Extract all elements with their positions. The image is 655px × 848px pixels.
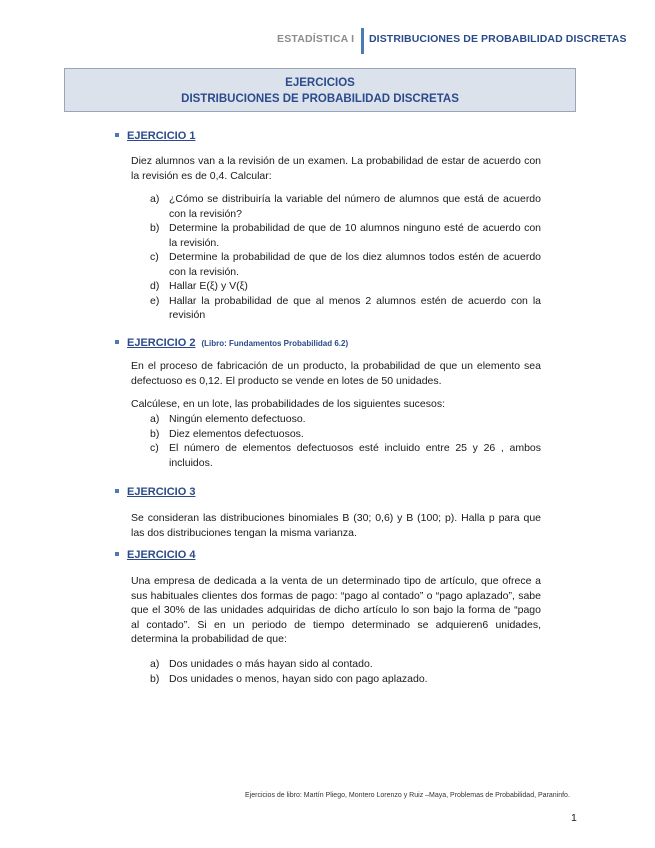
exercise-2-source: (Libro: Fundamentos Probabilidad 6.2) [201,339,349,348]
item-text: El número de elementos defectuosos esté incluido entre 25 y 26 , ambos incluidos. [169,442,541,469]
exercise-3-heading [115,486,195,498]
exercise-1-heading [115,130,195,142]
item-text: Ningún elemento defectuoso. [169,413,306,425]
page-subtitle: DISTRIBUCIONES DE PROBABILIDAD DISCRETAS [181,93,459,105]
bullet-icon [115,552,119,556]
item-marker: d) [150,280,160,292]
list-item [150,412,541,427]
bullet-icon [115,489,119,493]
item-text: Dos unidades o menos, hayan sido con pago aplazado. [169,672,428,685]
exercise-2-intro: En el proceso de fabricación de un producto, la probabilidad de que un elemento sea defectuoso es 0,12. El producto se vende en lotes de 50 unidades. [131,360,541,387]
item-marker: b) [150,222,160,234]
list-item [150,657,541,672]
list-item [150,221,541,250]
topic-name: DISTRIBUCIONES DE PROBABILIDAD DISCRETAS [369,33,627,45]
page-number: 1 [571,812,577,824]
list-item [150,192,541,221]
header-divider [361,28,364,54]
item-marker: c) [150,251,159,263]
list-item [150,441,541,470]
exercise-4-list [150,657,541,686]
item-text: Determine la probabilidad de que de 10 alumnos ninguno esté de acuerdo con la revisión. [169,222,541,249]
exercise-3-intro: Se consideran las distribuciones binomiales B (30; 0,6) y B (100; p). Halla p para que las dos distribuciones tengan la misma varianza. [131,512,541,539]
bullet-icon [115,133,119,137]
item-marker: a) [150,658,160,670]
exercise-3-label: EJERCICIO 3 [127,486,196,498]
exercise-1-label: EJERCICIO 1 [127,130,196,142]
exercise-2-list [150,412,541,470]
item-text: Determine la probabilidad de que de los diez alumnos todos estén de acuerdo con la revisión. [169,251,541,278]
exercise-2-instruction: Calcúlese, en un lote, las probabilidades de los siguientes sucesos: [131,398,446,410]
item-marker: a) [150,193,160,205]
footer-note: Ejercicios de libro: Martín Pliego, Montero Lorenzo y Ruiz –Maya, Problemas de Probabilidad, Paraninfo. [245,792,570,799]
item-text: Dos unidades o más hayan sido al contado. [169,658,373,670]
exercise-2-heading [115,337,348,349]
list-item [150,294,541,323]
exercise-1-intro: Diez alumnos van a la revisión de un examen. La probabilidad de estar de acuerdo con la revisión es de 0,4. Calcular: [131,155,541,182]
exercise-4-heading [115,549,195,561]
item-marker: a) [150,413,160,425]
list-item [150,427,541,442]
title-box [64,68,576,112]
course-name: ESTADÍSTICA I [277,33,355,45]
item-marker: b) [150,427,160,440]
bullet-icon [115,340,119,344]
exercise-4-intro: Una empresa de dedicada a la venta de un determinado tipo de artículo, que ofrece a sus habituales clientes dos formas de pago: “pago al contado” o “pago aplazado”, sabe que el 30% de las unidades adquiridas de dicho artículo lo son bajo la forma de “pago al contado”. Si en un periodo de tiempo determinado se adquieren6 unidades, determina la probabilidad de que: [131,575,541,645]
item-marker: c) [150,442,159,454]
list-item [150,250,541,279]
exercise-4-label: EJERCICIO 4 [127,549,196,561]
item-text: Hallar la probabilidad de que al menos 2 alumnos estén de acuerdo con la revisión [169,294,541,321]
item-marker: e) [150,294,160,307]
item-text: ¿Cómo se distribuiría la variable del número de alumnos que está de acuerdo con la revisión? [169,193,541,220]
item-marker: b) [150,672,160,685]
list-item [150,672,541,687]
list-item [150,279,541,294]
exercise-1-list [150,192,541,323]
item-text: Diez elementos defectuosos. [169,427,304,440]
page-title: EJERCICIOS [285,77,355,89]
item-text: Hallar E(ξ) y V(ξ) [169,280,248,292]
exercise-2-label: EJERCICIO 2 [127,337,196,349]
